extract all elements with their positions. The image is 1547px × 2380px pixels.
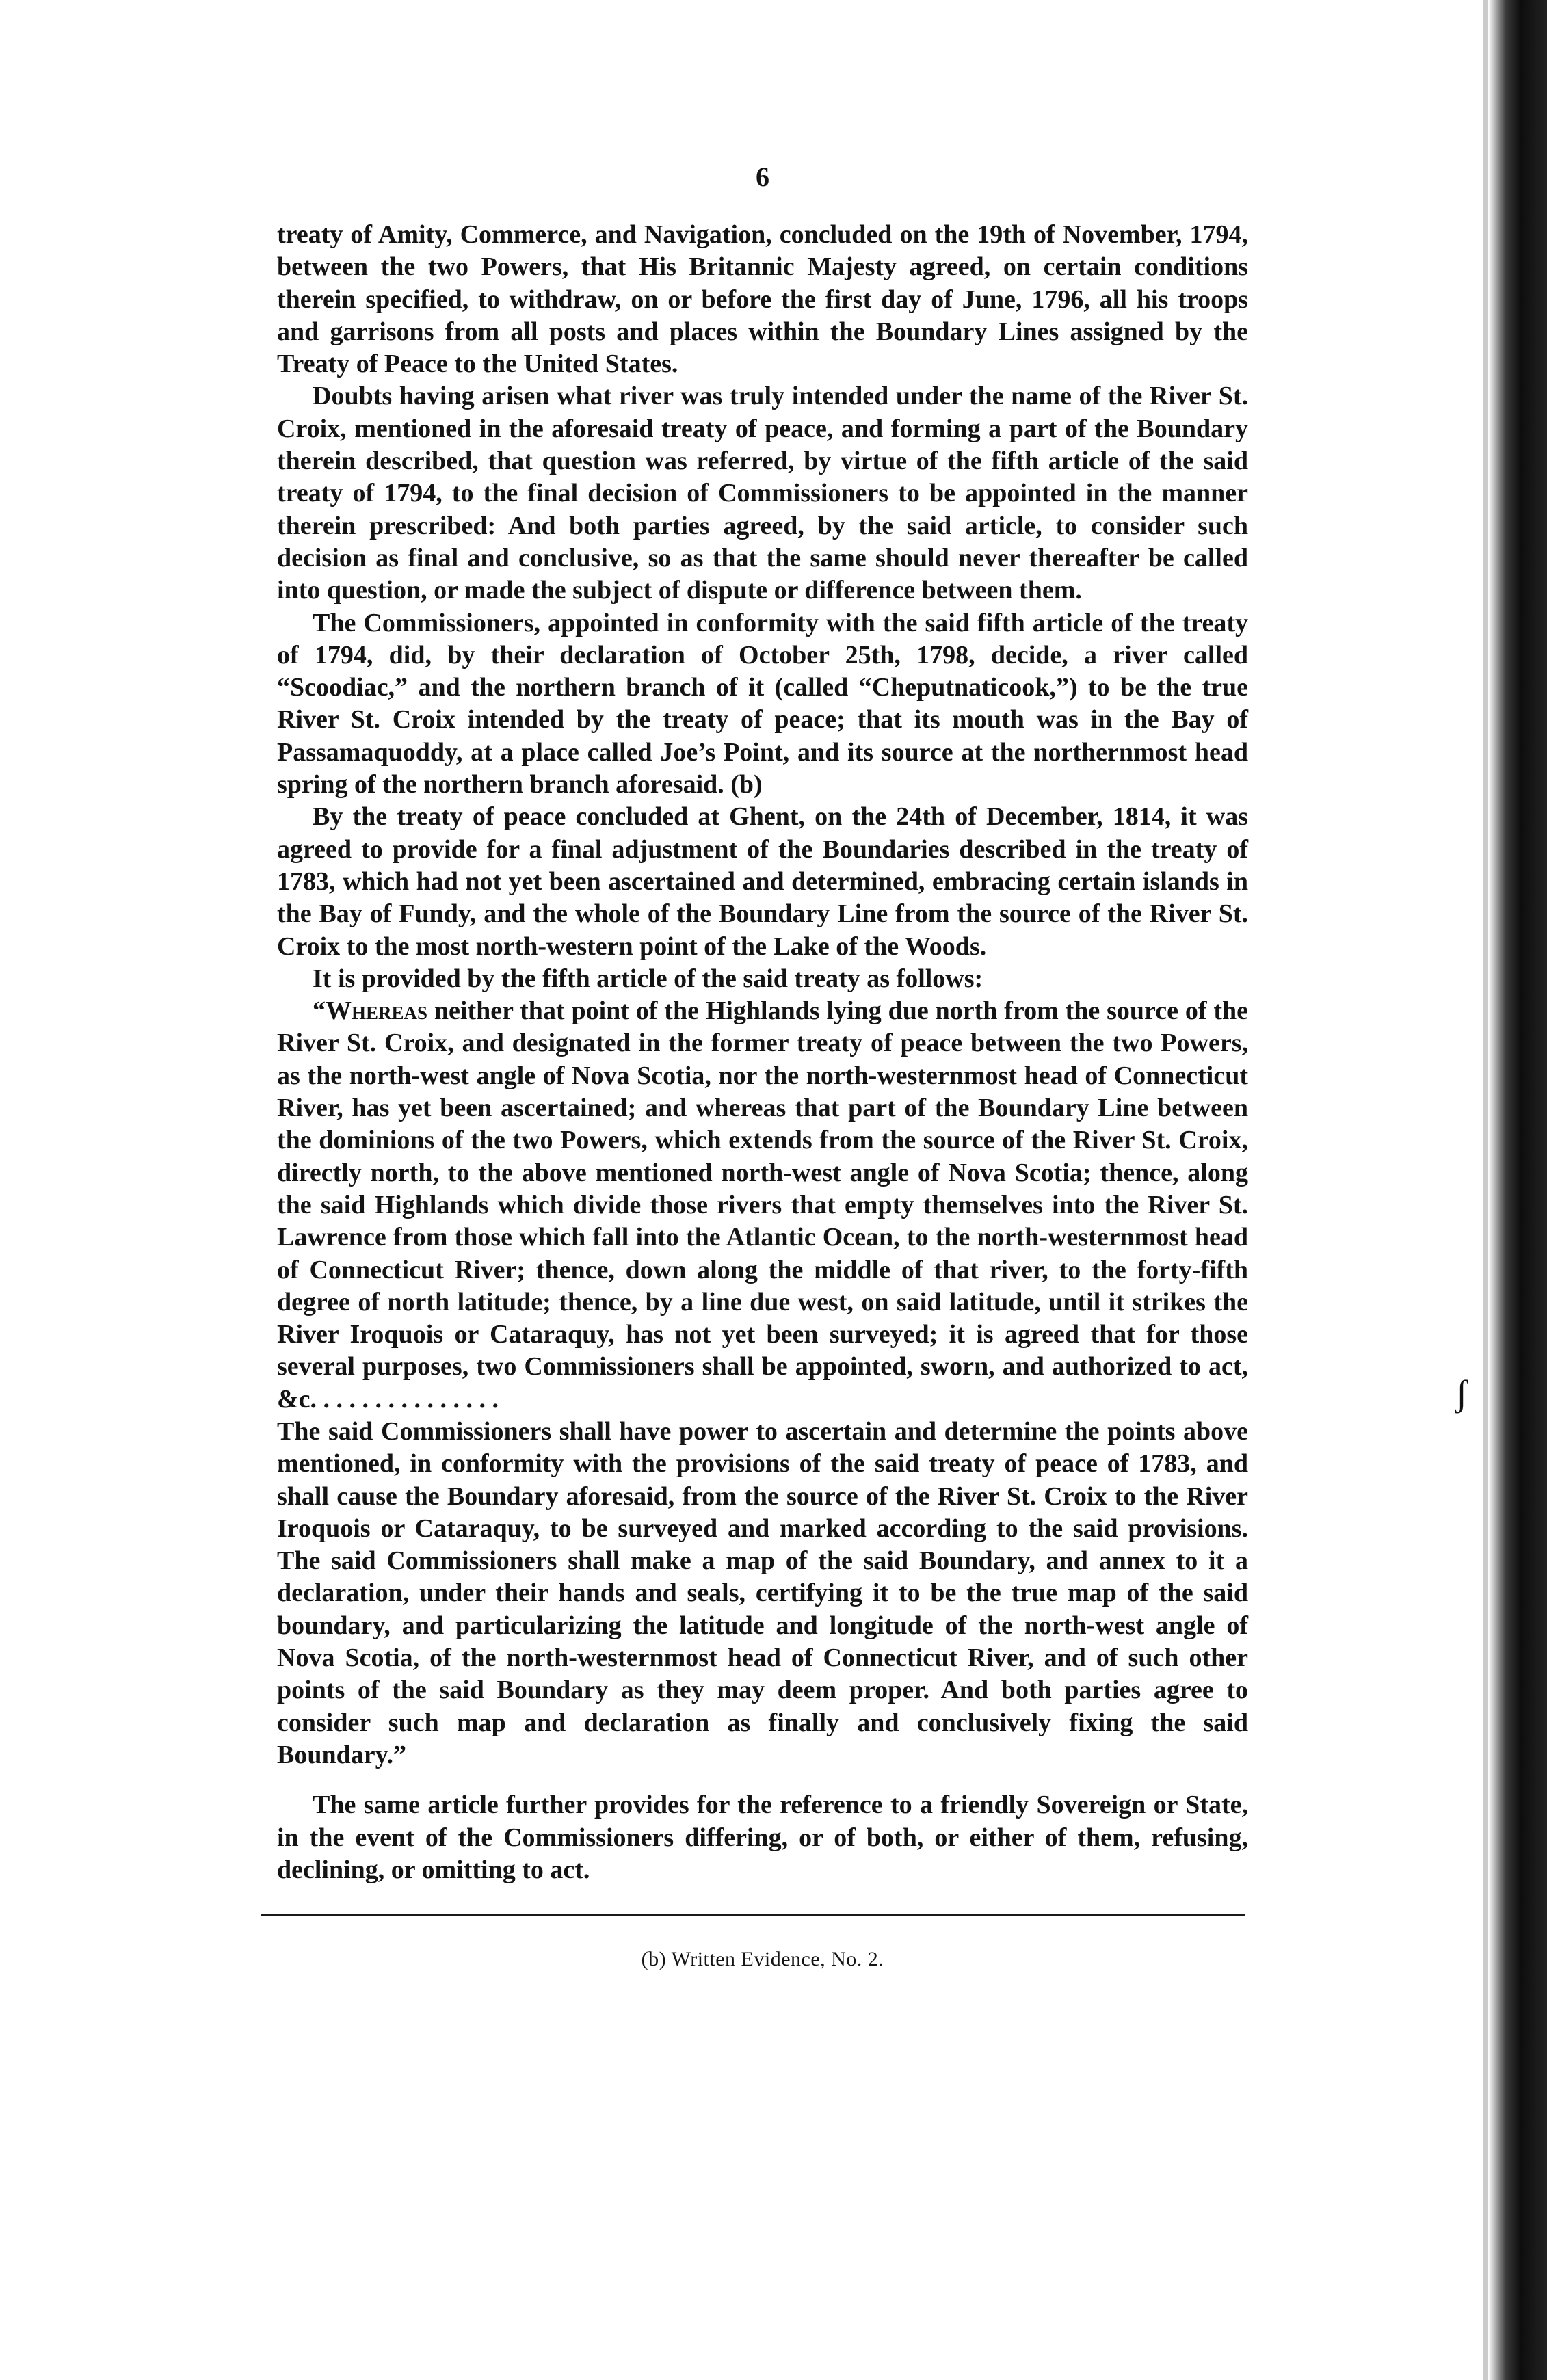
paragraph-commissioners-1798: The Commissioners, appointed in conformity with the said fifth article of the treaty of 1794, did, by their declaration of October 25th, 1798, decide, a river called “Scoodiac,” and the northern branch of it (called “Cheputnaticook,”) to be the true River St. Croix intended by the treaty of peace; that its mouth was in the Bay of Passamaquoddy, at a place called Joe’s Point, and its source at the northernmost head spring of the northern branch aforesaid. (b): [277, 608, 1248, 799]
paragraph-fifth-article-intro: It is provided by the fifth article of the said treaty as follows:: [313, 964, 983, 993]
whereas-text: neither that point of the Highlands lying due north from the source of the River St. Croix, and designated in the former treaty of peace between the two Powers, as the north-west angle of Nova Scotia, nor the north-westernmost head of Connecticut River, has yet been ascertained; and whereas that part of the Boundary Line between the dominions of the two Powers, which extends from the source of the River St. Croix, directly north, to the above mentioned north-west angle of Nova Scotia; thence, along the said Highlands which divide those rivers that empty themselves into the River St. Lawrence from those which fall into the Atlantic Ocean, to the north-westernmost head of Connecticut River; thence, down along the middle of that river, to the forty-fifth degree of north latitude; thence, by a line due west, on said latitude, until it strikes the River Iroquois or Cataraquy, has not yet been surveyed; it is agreed that for those several purposes, two Commissioners shall be appointed, sworn, and authorized to act, &c. . . . . . . . . . . . . . .: [277, 996, 1248, 1414]
paragraph-commissioners-powers: The said Commissioners shall have power to ascertain and determine the points above mentioned, in conformity with the provisions of the said treaty of peace of 1783, and shall cause the Boundary aforesaid, from the source of the River St. Croix to the River Iroquois or Cataraquy, to be surveyed and marked according to the said provisions. The said Commissioners shall make a map of the said Boundary, and annex to it a declaration, under their hands and seals, certifying it to be the true map of the said boundary, and particularizing the latitude and longitude of the north-west angle of Nova Scotia, of the north-westernmost head of Connecticut River, and of such other points of the said Boundary as they may deem proper. And both parties agree to consider such map and declaration as finally and conclusively fixing the said Boundary.”: [277, 1416, 1248, 1769]
footnote-divider: [261, 1914, 1245, 1916]
paragraph-reference-sovereign: The same article further provides for the reference to a friendly Sovereign or State, in the event of the Commissioners differing, or of both, or either of them, refusing, declining, or omitting to act.: [277, 1790, 1248, 1884]
footnote: (b) Written Evidence, No. 2.: [641, 1948, 884, 1971]
document-page: [277, 161, 1248, 1971]
paragraph-treaty-1794: treaty of Amity, Commerce, and Navigation, concluded on the 19th of November, 1794, between the two Powers, that His Britannic Majesty agreed, on certain conditions therein specified, to withdraw, on or before the first day of June, 1796, all his troops and garrisons from all posts and places within the Boundary Lines assigned by the Treaty of Peace to the United States.: [277, 220, 1248, 379]
paragraph-treaty-ghent: By the treaty of peace concluded at Ghent, on the 24th of December, 1814, it was agreed to provide for a final adjustment of the Boundaries described in the treaty of 1783, which had not yet been ascertained and determined, embracing certain islands in the Bay of Fundy, and the whole of the Boundary Line from the source of the River St. Croix to the most north-western point of the Lake of the Woods.: [277, 802, 1248, 961]
paragraph-whereas-quote: [277, 995, 1248, 1416]
scan-edge: [1488, 0, 1547, 2380]
whereas-lead: “Whereas: [313, 996, 428, 1026]
margin-mark: ʃ: [1455, 1373, 1468, 1414]
scan-shadow: [1483, 0, 1488, 2380]
paragraph-st-croix-doubts: Doubts having arisen what river was truly intended under the name of the River St. Croix, mentioned in the aforesaid treaty of peace, and forming a part of the Boundary therein described, that question was referred, by virtue of the fifth article of the said treaty of 1794, to the final decision of Commissioners to be appointed in the manner therein prescribed: And both parties agreed, by the said article, to consider such decision as final and conclusive, so as that the same should never thereafter be called into question, or made the subject of dispute or difference between them.: [277, 382, 1248, 605]
page-number: 6: [756, 161, 769, 192]
